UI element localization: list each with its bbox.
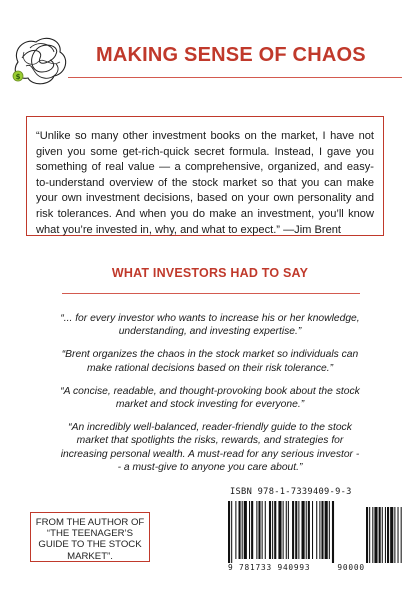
addon-bar	[372, 507, 373, 563]
barcode-bar	[316, 501, 317, 559]
barcode-bar	[251, 501, 253, 559]
barcode-bar	[269, 501, 271, 559]
addon-bar	[382, 507, 383, 563]
barcode-bar	[256, 501, 257, 559]
barcode-bar	[235, 501, 236, 559]
barcode-bar	[274, 501, 276, 559]
reviews-heading: WHAT INVESTORS HAD TO SAY	[111, 266, 309, 280]
testimonial-item: “A concise, readable, and thought-provoking book about the stock market and stock investing for everyone.”	[60, 385, 360, 411]
testimonials-list	[60, 312, 360, 484]
barcode-bar	[286, 501, 287, 559]
barcode-bar	[231, 501, 232, 563]
testimonial-item: “... for every investor who wants to increase his or her knowledge, understanding, and investing expertise.”	[60, 313, 360, 338]
addon-bar	[374, 507, 377, 563]
barcode-bar	[239, 501, 241, 559]
addon-bar	[387, 507, 389, 563]
page-title: MAKING SENSE OF CHAOS	[96, 44, 366, 66]
addon-bar	[398, 507, 399, 563]
ean-digits: 9 781733 940993	[228, 563, 311, 572]
addon-bar	[366, 507, 368, 563]
barcode-bar	[258, 501, 260, 559]
barcode-bar	[306, 501, 307, 559]
addon-bar	[379, 507, 381, 563]
barcode-digits	[228, 563, 365, 572]
barcode-bar	[332, 501, 334, 563]
testimonial-item: “Brent organizes the chaos in the stock market so individuals can make rational decisions based on their risk tolerance.”	[61, 349, 359, 374]
addon-bar	[390, 507, 393, 563]
barcode-bar	[265, 501, 266, 559]
addon-bar	[385, 507, 386, 563]
barcode-bar	[262, 501, 263, 559]
addon-digits: 90000	[337, 563, 365, 572]
addon-bar	[369, 507, 370, 563]
title-divider	[68, 77, 402, 78]
testimonial-item: “An incredibly well-balanced, reader-friendly guide to the stock market that spotlights the risks, rewards, and strategies for increasing personal wealth. A must-read for any serious investor -- a must-give to anyone you care about.”	[60, 422, 360, 473]
addon-bar	[394, 507, 395, 563]
barcode-bar	[288, 501, 289, 559]
barcode-bar	[329, 501, 330, 559]
svg-text:$: $	[15, 73, 21, 81]
barcode-graphic	[224, 501, 412, 563]
barcode-bar	[319, 501, 320, 559]
barcode-bar	[298, 501, 299, 559]
barcode-bar	[228, 501, 230, 563]
barcode-bar	[325, 501, 328, 559]
barcode-bar	[244, 501, 247, 559]
author-quote-text: “Unlike so many other investment books on the market, I have not given you some get-rich-quick secret formula. Instead, I gave you something of real value — a comprehensive, organized, and easy-to-understand overview of the stock market so that you can make your own investment decisions, based on your own personality and risk tolerances. And when you do make an investment, you’ll know what you’re invested in, why, and what to expect.” —Jim Brent	[36, 130, 374, 236]
barcode-bar	[272, 501, 273, 559]
barcode-bar	[295, 501, 297, 559]
barcode-bar	[292, 501, 294, 559]
barcode-bar	[302, 501, 305, 559]
scribble-dollar-icon	[10, 32, 72, 88]
barcode-bar	[321, 501, 323, 559]
barcode-bar	[249, 501, 250, 559]
barcode-bar	[308, 501, 310, 559]
author-note-text: FROM THE AUTHOR OF “THE TEENAGER’S GUIDE TO THE STOCK MARKET”.	[35, 517, 145, 562]
barcode-bar	[283, 501, 284, 559]
isbn-label: ISBN 978-1-7339409-9-3	[230, 487, 352, 497]
author-quote-box	[26, 116, 384, 236]
author-note-box	[30, 512, 150, 562]
barcode-area	[224, 487, 412, 575]
barcode-bar	[278, 501, 281, 559]
addon-bar	[401, 507, 402, 563]
barcode-bar	[312, 501, 313, 559]
reviews-divider	[62, 293, 360, 294]
barcode-bar	[242, 501, 243, 559]
